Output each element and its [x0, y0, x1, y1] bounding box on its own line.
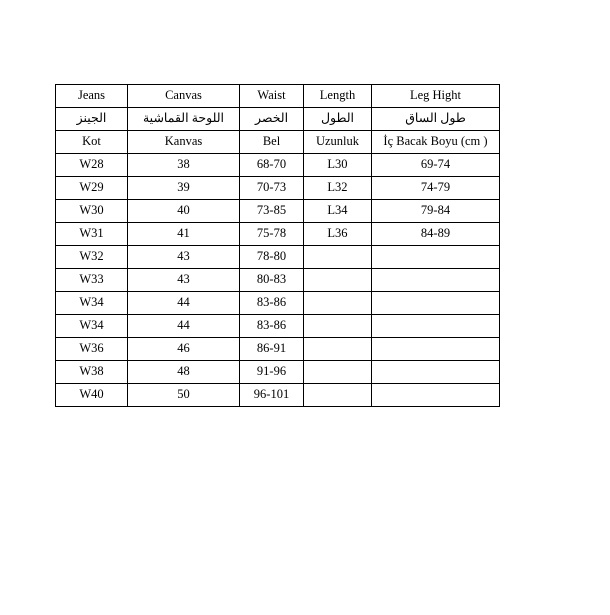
cell-length-size: L32: [304, 177, 372, 200]
cell-empty: [304, 384, 372, 407]
cell-canvas-size: 43: [128, 269, 240, 292]
cell-waist-en: Waist: [240, 85, 304, 108]
table-row: [56, 361, 500, 384]
cell-waist-size: 73-85: [240, 200, 304, 223]
cell-jeans-size: W33: [56, 269, 128, 292]
cell-empty: [304, 315, 372, 338]
cell-leg-hight-en: Leg Hight: [372, 85, 500, 108]
cell-jeans-en: Jeans: [56, 85, 128, 108]
cell-canvas-size: 41: [128, 223, 240, 246]
cell-waist-size: 83-86: [240, 292, 304, 315]
cell-waist-size: 78-80: [240, 246, 304, 269]
table-row: [56, 338, 500, 361]
cell-leg-hight-size: 74-79: [372, 177, 500, 200]
table-row: [56, 315, 500, 338]
table-row: [56, 154, 500, 177]
cell-empty: [304, 246, 372, 269]
cell-waist-size: 80-83: [240, 269, 304, 292]
cell-waist-size: 70-73: [240, 177, 304, 200]
cell-empty: [372, 269, 500, 292]
size-chart-table: [55, 84, 500, 407]
cell-jeans-ar: الجينز: [56, 108, 128, 131]
cell-empty: [372, 361, 500, 384]
cell-leg-hight-size: 79-84: [372, 200, 500, 223]
cell-jeans-size: W31: [56, 223, 128, 246]
cell-canvas-size: 38: [128, 154, 240, 177]
cell-waist-size: 75-78: [240, 223, 304, 246]
cell-canvas-size: 50: [128, 384, 240, 407]
cell-length-en: Length: [304, 85, 372, 108]
table-row: [56, 200, 500, 223]
cell-canvas-size: 48: [128, 361, 240, 384]
cell-jeans-size: W34: [56, 292, 128, 315]
cell-length-size: L30: [304, 154, 372, 177]
cell-waist-size: 86-91: [240, 338, 304, 361]
cell-leg-hight-tr: İç Bacak Boyu (cm ): [372, 131, 500, 154]
cell-canvas-ar: اللوحة القماشية: [128, 108, 240, 131]
cell-jeans-size: W28: [56, 154, 128, 177]
table-row: [56, 177, 500, 200]
cell-canvas-size: 44: [128, 292, 240, 315]
cell-empty: [372, 315, 500, 338]
cell-empty: [304, 338, 372, 361]
cell-empty: [304, 292, 372, 315]
cell-canvas-size: 39: [128, 177, 240, 200]
cell-length-tr: Uzunluk: [304, 131, 372, 154]
cell-jeans-size: W30: [56, 200, 128, 223]
cell-jeans-tr: Kot: [56, 131, 128, 154]
cell-jeans-size: W34: [56, 315, 128, 338]
cell-jeans-size: W40: [56, 384, 128, 407]
cell-leg-hight-size: 84-89: [372, 223, 500, 246]
size-chart-table-wrap: [55, 84, 500, 407]
table-row: [56, 85, 500, 108]
cell-empty: [304, 361, 372, 384]
cell-empty: [304, 269, 372, 292]
cell-leg-hight-size: 69-74: [372, 154, 500, 177]
cell-empty: [372, 338, 500, 361]
cell-length-size: L36: [304, 223, 372, 246]
cell-waist-tr: Bel: [240, 131, 304, 154]
cell-length-size: L34: [304, 200, 372, 223]
table-row: [56, 131, 500, 154]
cell-empty: [372, 246, 500, 269]
table-row: [56, 223, 500, 246]
cell-jeans-size: W29: [56, 177, 128, 200]
table-row: [56, 269, 500, 292]
cell-canvas-en: Canvas: [128, 85, 240, 108]
cell-waist-ar: الخصر: [240, 108, 304, 131]
cell-leg-hight-ar: طول الساق: [372, 108, 500, 131]
table-row: [56, 292, 500, 315]
cell-waist-size: 91-96: [240, 361, 304, 384]
cell-jeans-size: W32: [56, 246, 128, 269]
cell-canvas-tr: Kanvas: [128, 131, 240, 154]
table-row: [56, 246, 500, 269]
cell-jeans-size: W38: [56, 361, 128, 384]
cell-canvas-size: 40: [128, 200, 240, 223]
table-row: [56, 108, 500, 131]
cell-waist-size: 83-86: [240, 315, 304, 338]
cell-waist-size: 96-101: [240, 384, 304, 407]
cell-length-ar: الطول: [304, 108, 372, 131]
cell-waist-size: 68-70: [240, 154, 304, 177]
table-row: [56, 384, 500, 407]
cell-canvas-size: 46: [128, 338, 240, 361]
cell-canvas-size: 43: [128, 246, 240, 269]
cell-empty: [372, 292, 500, 315]
cell-jeans-size: W36: [56, 338, 128, 361]
cell-canvas-size: 44: [128, 315, 240, 338]
cell-empty: [372, 384, 500, 407]
